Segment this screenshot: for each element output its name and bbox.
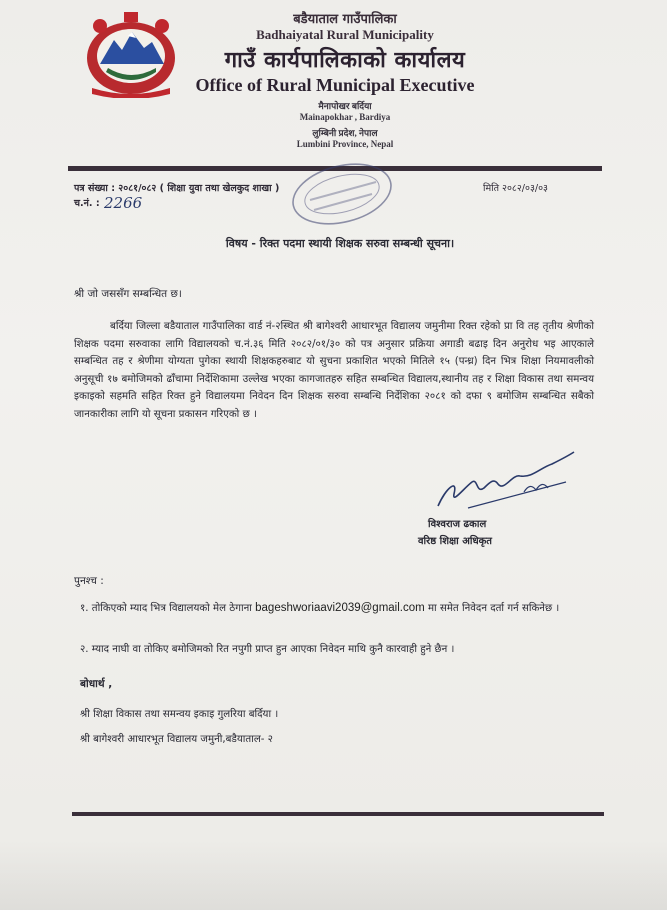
footer-divider (72, 812, 604, 816)
province-english: Lumbini Province, Nepal (296, 139, 394, 149)
dispatch-label: च.नं. : (74, 198, 100, 209)
municipality-name-english: Badhaiyatal Rural Municipality (256, 27, 434, 42)
page-shadow (0, 840, 667, 910)
postscript-item-1-text: १. तोकिएको म्याद भित्र विद्यालयको मेल ठेगाना (80, 603, 252, 614)
postscript-item-1 (80, 599, 590, 618)
cc-recipient-2: श्री बागेश्वरी आधारभूत विद्यालय जमुनी,बडैयाताल- २ (80, 734, 273, 745)
handwritten-signature (428, 448, 578, 518)
letter-reference: पत्र संख्या : २०८१/०८२ ( शिक्षा युवा तथा खेलकुद शाखा ) (74, 183, 280, 194)
signatory-title: वरिष्ठ शिक्षा अधिकृत (418, 536, 493, 547)
postscript-item-1-tail: मा समेत निवेदन दर्ता गर्न सकिनेछ । (427, 603, 560, 614)
postscript-item-2: २. म्याद नाघी वा तोकिए बमोजिमको रित नपुगी प्राप्त हुन आएका निवेदन माथि कुनै कारवाही हुने छैन । (80, 644, 455, 655)
signatory-name: विश्वराज ढकाल (428, 519, 487, 530)
letter-body: बर्दिया जिल्ला बडैयाताल गाउँपालिका वार्ड नं-२स्थित श्री बागेश्वरी आधारभूत विद्यालय जमुनीमा रिक्त रहेको प्रा वि तह तृतीय श्रेणीको शिक्षक पदमा सरुवाका लागि विद्यालयको च.नं.३६ मिति २०८२/०१/३० को पत्र अनुसार प्रक्रिया अगाडी बढाइ दिन अनुरोध भइ आएकाले सम्बन्धित तह र श्रेणीमा योग्यता पुगेका स्थायी शिक्षकहरुबाट यो सुचना प्रकाशित भएको मितिले १५ (पन्ध्र) दिन भित्र शिक्षा नियमावलीको अनुसूची १७ बमोजिमको ढाँचामा निर्देशिकामा उल्लेख भएका कागजातहरु सहित सम्बन्धित विद्यालय,स्थानीय तह र शिक्षा विकास तथा समन्वय इकाइको सहमति सहित रिक्त हुने विद्यालयमा निवेदन दिन शिक्षक सरुवा सम्बन्धि निर्देशिका २०८१ को दफा ९ बमोजिम सम्बन्धित सबैको जानकारीका लागि यो सूचना प्रकासन गरिएको छ । (74, 321, 594, 420)
province-nepali: लुम्बिनी प्रदेश, नेपाल (312, 128, 378, 138)
address-nepali: मैनापोखर बर्दिया (318, 101, 372, 111)
office-stamp (280, 160, 400, 230)
cc-recipient-1: श्री शिक्षा विकास तथा समन्वय इकाइ गुलरिया बर्दिया । (80, 709, 279, 720)
dispatch-number: 2266 (104, 194, 143, 212)
letter-date: मिति २०८२/०३/०३ (483, 183, 548, 194)
letter-subject: विषय - रिक्त पदमा स्थायी शिक्षक सरुवा सम्बन्धी सूचना। (225, 237, 455, 250)
school-email: bageshworiaavi2039@gmail.com (255, 602, 425, 614)
address-english: Mainapokhar , Bardiya (299, 112, 391, 122)
letter-greeting: श्री जो जससँग सम्बन्धित छ। (74, 288, 182, 300)
nepal-government-emblem (78, 8, 184, 98)
office-name-english: Office of Rural Municipal Executive (195, 75, 475, 95)
municipality-name-nepali: बडैयाताल गाउँपालिका (293, 12, 397, 27)
info-label: बोधार्थ , (80, 678, 113, 690)
office-name-nepali: गाउँ कार्यपालिकाको कार्यालय (224, 48, 466, 73)
postscript-label: पुनश्च : (74, 575, 104, 587)
